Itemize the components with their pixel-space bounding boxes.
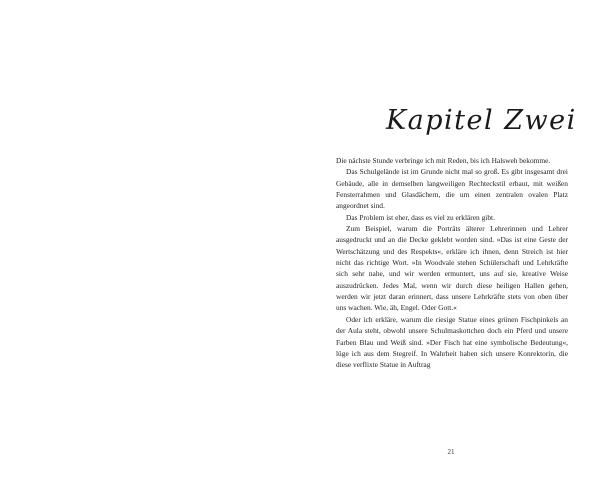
paragraph: Die nächste Stunde verbringe ich mit Reden, bis ich Halsweh bekomme. <box>336 156 551 165</box>
paragraph: Das Problem ist eher, dass es viel zu erklären gibt. <box>346 212 495 222</box>
page-number: 21 <box>447 448 455 456</box>
paragraph: Oder ich erkläre, warum die riesige Statue eines grünen Fischpinkels an der Aula steht, obwohl unsere Schulmaskottchen doch ein Pferd und unsere Farben Blau und Weiß sind. »Der Fisch hat eine symbolische Bedeutung«, lüge ich aus dem Stegreif. In Wahrheit haben sich unsere Konrektorin, die diese verflixte Statue in Auftrag <box>336 314 568 370</box>
chapter-body-text <box>336 155 568 371</box>
paragraph: Das Schulgelände ist im Grunde nicht mal so groß. Es gibt insgesamt drei Gebäude, alle in demselben langweiligen Rechteckstil erbaut, mit weißen Fensterrahmen und Glasdächern, die um einen zentralen ovalen Platz angeordnet sind. <box>336 167 568 211</box>
paragraph: Zum Beispiel, warum die Porträts älterer Lehrerinnen und Lehrer ausgedruckt und an die Decke geklebt worden sind. »Das ist eine Geste der Wertschätzung und des Respekts«, erkläre ich ihnen, denn Streich ist hier nicht das richtige Wort. »In Woodvale stehen Schülerschaft und Lehrkräfte sich sehr nahe, und wir werden ermuntert, uns auf sie, kreative Weise auszudrücken. Jedes Mal, wenn wir durch diese heiligen Hallen gehen, werden wir jetzt daran erinnert, dass unsere Lehrkräfte stets von oben über uns wachen. Wie, äh, Engel. Oder Gott.« <box>336 224 568 313</box>
chapter-title: Kapitel Zwei <box>386 105 577 136</box>
